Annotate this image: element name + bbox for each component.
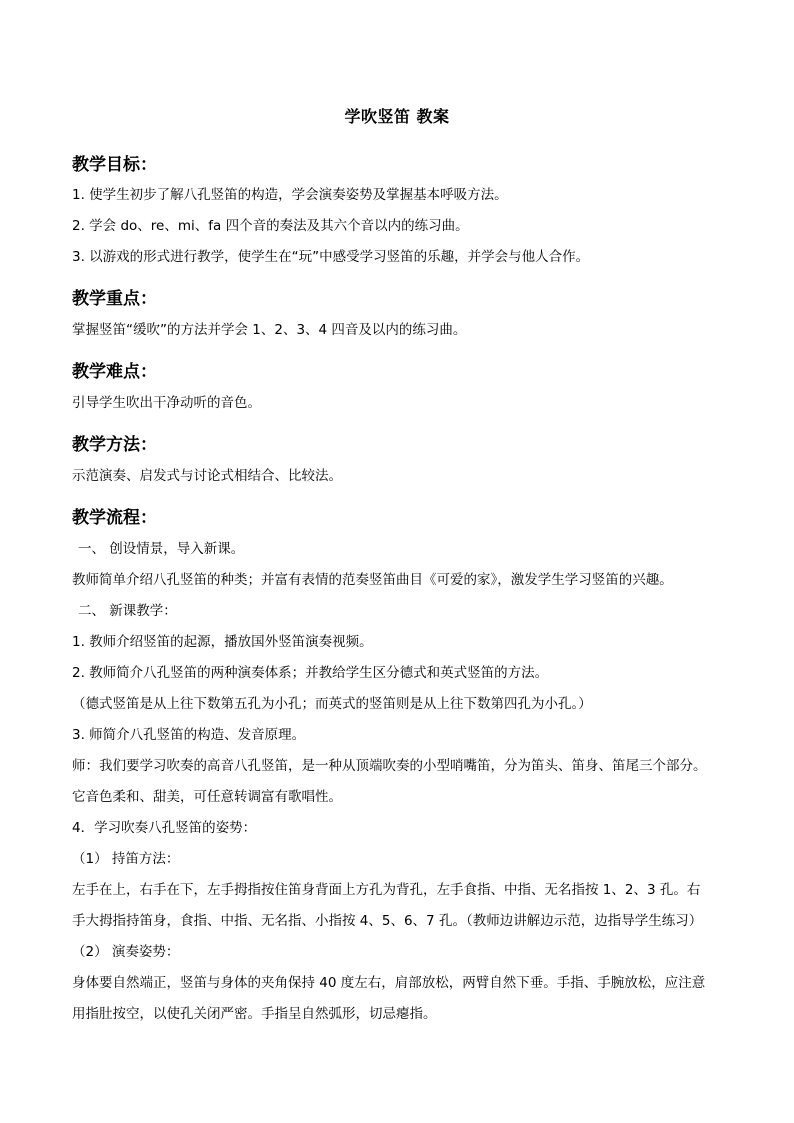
methods-text: 示范演奏、启发式与讨论式相结合、比较法。	[72, 468, 342, 484]
process-line-14: （2） 演奏姿势：	[72, 944, 180, 960]
key-points-text: 掌握竖笛“缓吹”的方法并学会 1、2、3、4 四音及以内的练习曲。	[72, 322, 467, 338]
process-line-15: 身体要自然端正，竖笛与身体的夹角保持 40 度左右，肩部放松，两臂自然下垂。手指、手腕放松，应注意	[72, 975, 706, 991]
process-line-6: （德式竖笛是从上往下数第五孔为小孔；而英式的竖笛则是从上往下数第四孔为小孔。）	[72, 696, 592, 712]
process-line-2: 教师简单介绍八孔竖笛的种类；并富有表情的范奏竖笛曲目《可爱的家》，激发学生学习竖笛的兴趣。	[72, 572, 673, 588]
process-line-3: 二、 新课教学：	[78, 603, 177, 619]
heading-key-points: 教学重点：	[72, 289, 157, 309]
heading-process: 教学流程：	[72, 508, 157, 528]
process-line-9: 它音色柔和、甜美，可任意转调富有歌唱性。	[72, 789, 342, 805]
goal-item-1: 1. 使学生初步了解八孔竖笛的构造，学会演奏姿势及掌握基本呼吸方法。	[72, 187, 508, 203]
heading-goals: 教学目标：	[72, 155, 157, 175]
process-line-5: 2. 教师简介八孔竖笛的两种演奏体系；并教给学生区分德式和英式竖笛的方法。	[72, 665, 549, 681]
process-line-7: 3. 师简介八孔竖笛的构造、发音原理。	[72, 727, 306, 743]
process-line-4: 1. 教师介绍竖笛的起源，播放国外竖笛演奏视频。	[72, 634, 373, 650]
process-line-10: 4．学习吹奏八孔竖笛的姿势：	[72, 820, 257, 836]
difficulties-text: 引导学生吹出干净动听的音色。	[72, 395, 261, 411]
process-line-1: 一、 创设情景，导入新课。	[78, 541, 245, 557]
process-line-12: 左手在上，右手在下，左手拇指按住笛身背面上方孔为背孔，左手食指、中指、无名指按 1、2、3 孔。右	[72, 882, 701, 898]
process-line-16: 用指肚按空，以使孔关闭严密。手指呈自然弧形，切忌瘪指。	[72, 1006, 437, 1022]
process-line-11: （1） 持笛方法：	[72, 851, 180, 867]
goal-item-3: 3. 以游戏的形式进行教学，使学生在“玩”中感受学习竖笛的乐趣，并学会与他人合作。	[72, 249, 590, 265]
process-line-8: 师：我们要学习吹奏的高音八孔竖笛，是一种从顶端吹奏的小型哨嘴笛，分为笛头、笛身、笛尾三个部分。	[72, 758, 707, 774]
heading-methods: 教学方法：	[72, 435, 157, 455]
process-line-13: 手大拇指持笛身，食指、中指、无名指、小指按 4、5、6、7 孔。（教师边讲解边示范，边指导学生练习）	[72, 913, 703, 929]
goal-item-2: 2. 学会 do、re、mi、fa 四个音的奏法及其六个音以内的练习曲。	[72, 218, 469, 234]
heading-difficulties: 教学难点：	[72, 362, 157, 382]
document-title: 学吹竖笛 教案	[344, 107, 450, 126]
